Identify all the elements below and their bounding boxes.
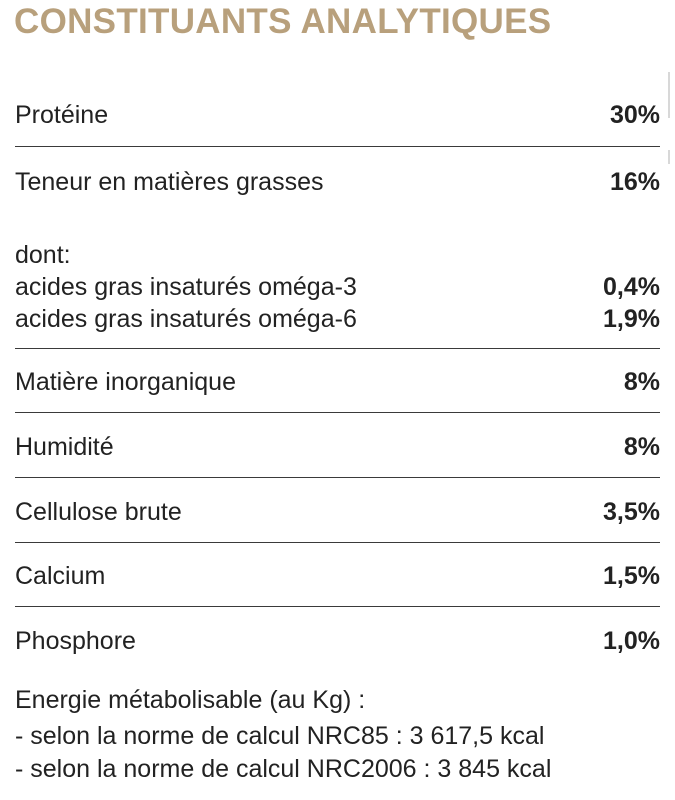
fatty-acids-intro: dont: (15, 241, 71, 269)
row-divider (15, 542, 660, 543)
row-value: 1,9% (603, 305, 660, 333)
row-divider (15, 477, 660, 478)
row-label: Phosphore (15, 627, 136, 655)
row-label: Teneur en matières grasses (15, 168, 324, 196)
row-label: Protéine (15, 101, 109, 129)
energy-line-nrc85: - selon la norme de calcul NRC85 : 3 617,5 kcal (15, 722, 545, 750)
row-value: 1,0% (603, 627, 660, 655)
row-label: acides gras insaturés oméga-6 (15, 305, 357, 333)
row-label: Cellulose brute (15, 498, 182, 526)
row-divider (15, 606, 660, 607)
row-label: Humidité (15, 433, 114, 461)
row-value: 16% (609, 168, 660, 196)
energy-line-nrc2006: - selon la norme de calcul NRC2006 : 3 845 kcal (15, 755, 552, 783)
side-edge-mark (668, 150, 670, 164)
row-label: Calcium (15, 562, 106, 590)
row-value: 1,5% (603, 562, 660, 590)
row-value: 0,4% (603, 273, 660, 301)
side-edge-mark (668, 72, 670, 118)
energy-heading: Energie métabolisable (au Kg) : (15, 686, 366, 714)
row-value: 3,5% (603, 498, 660, 526)
row-value: 30% (609, 101, 660, 129)
row-divider (15, 146, 660, 147)
row-label: acides gras insaturés oméga-3 (15, 273, 357, 301)
row-value: 8% (623, 368, 660, 396)
row-label: Matière inorganique (15, 368, 236, 396)
row-divider (15, 412, 660, 413)
section-title: CONSTITUANTS ANALYTIQUES (14, 2, 552, 41)
row-value: 8% (623, 433, 660, 461)
row-divider (15, 348, 660, 349)
